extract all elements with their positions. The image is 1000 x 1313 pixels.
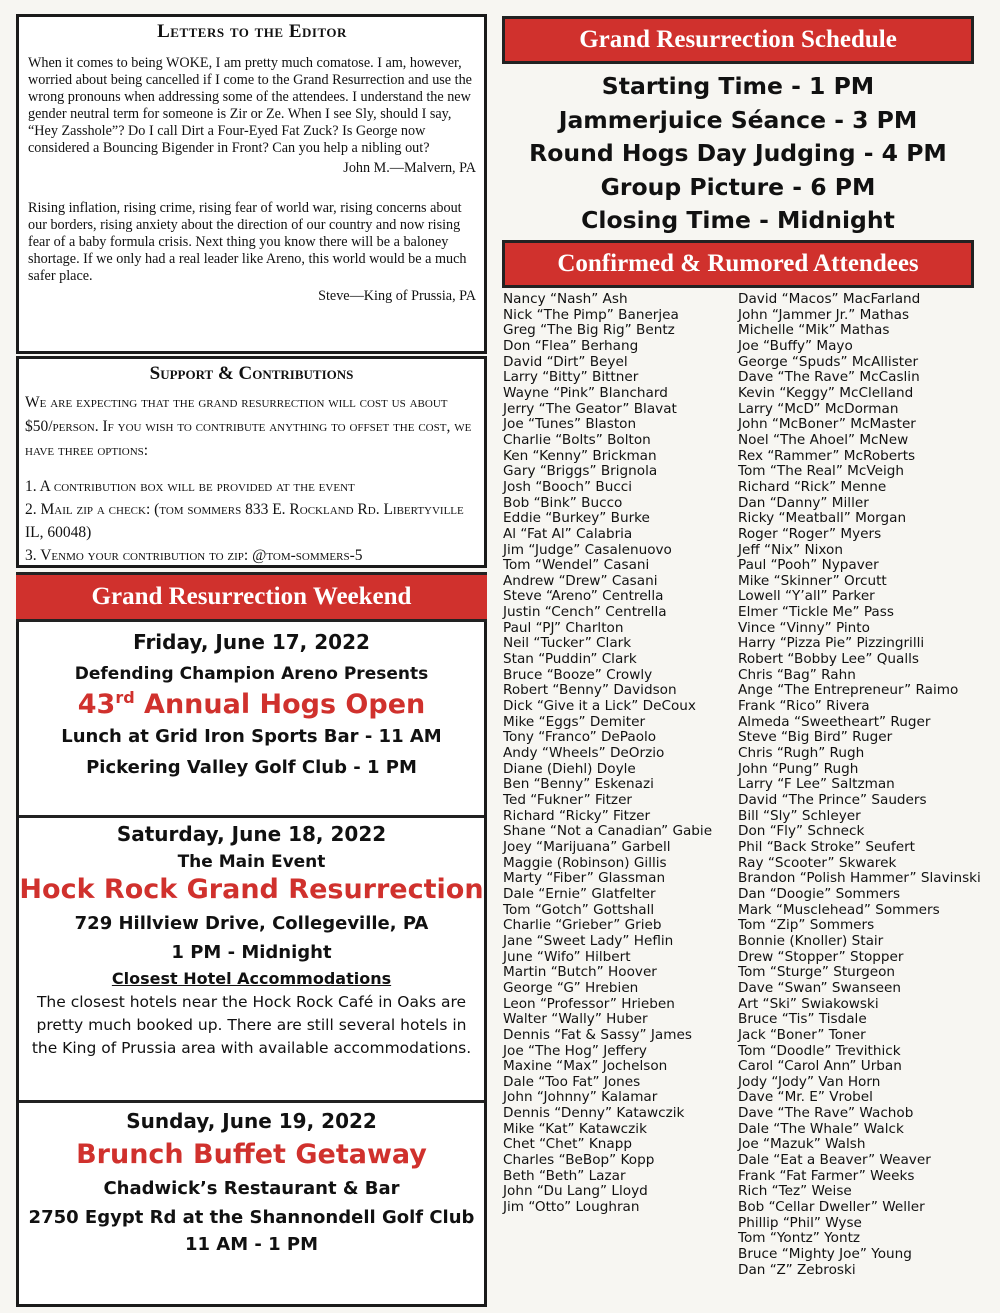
attendee-name: Steve “Areno” Centrella xyxy=(503,588,664,605)
attendee-name: Josh “Booch” Bucci xyxy=(503,478,633,495)
attendee-name: Mike “Skinner” Orcutt xyxy=(738,572,887,589)
friday-block xyxy=(19,622,484,818)
attendee-name: Marty “Fiber” Glassman xyxy=(503,870,666,887)
hotel-text: The closest hotels near the Hock Rock Café in Oaks are pretty much booked up. There are still several hotels in the King of Prussia area with available accommodations. xyxy=(31,993,472,1057)
friday-presenter: Defending Champion Areno Presents xyxy=(74,664,429,684)
sunday-event-title: Brunch Buffet Getaway xyxy=(76,1139,427,1170)
attendee-name: Chris “Rugh” Rugh xyxy=(738,745,865,762)
attendee-name: Dave “Swan” Swanseen xyxy=(738,979,901,996)
support-title: Support & Contributions xyxy=(149,363,354,384)
attendee-name: Bill “Sly” Schleyer xyxy=(738,807,861,824)
attendee-name: Dave “The Rave” Wachob xyxy=(738,1105,914,1122)
attendee-name: Almeda “Sweetheart” Ruger xyxy=(738,713,931,730)
letters-title: Letters to the Editor xyxy=(157,21,347,42)
attendee-name: Bob “Bink” Bucco xyxy=(503,494,623,511)
attendee-name: Chet “Chet” Knapp xyxy=(503,1136,632,1153)
sunday-block xyxy=(19,1103,484,1255)
attendee-name: Bruce “Tis” Tisdale xyxy=(738,1011,867,1028)
attendee-name: Frank “Rico” Rivera xyxy=(738,698,870,715)
attendee-name: Diane (Diehl) Doyle xyxy=(503,760,636,777)
friday-line-1: Lunch at Grid Iron Sports Bar - 11 AM xyxy=(61,726,442,747)
attendee-name: Dale “The Whale” Walck xyxy=(738,1120,904,1137)
attendee-name: Dick “Give it a Lick” DeCoux xyxy=(503,698,696,715)
attendee-name: Dave “The Rave” McCaslin xyxy=(738,369,920,386)
letter-2-signature: Steve—King of Prussia, PA xyxy=(318,288,476,304)
attendee-name: George “Spuds” McAllister xyxy=(738,353,919,370)
friday-date: Friday, June 17, 2022 xyxy=(133,630,370,654)
attendee-name: Joey “Marijuana” Garbell xyxy=(503,838,671,855)
attendee-name: Larry “Bitty” Bittner xyxy=(503,369,639,386)
attendee-name: Dale “Eat a Beaver” Weaver xyxy=(738,1152,931,1169)
attendee-name: Tom “Zip” Sommers xyxy=(738,917,875,934)
attendee-name: John “McBoner” McMaster xyxy=(738,416,916,433)
saturday-time: 1 PM - Midnight xyxy=(171,942,332,963)
attendee-name: Wayne “Pink” Blanchard xyxy=(503,384,668,401)
attendee-name: Nancy “Nash” Ash xyxy=(503,291,628,307)
attendee-name: Maggie (Robinson) Gillis xyxy=(503,854,667,871)
schedule-banner: Grand Resurrection Schedule xyxy=(502,16,974,64)
attendee-name: Frank “Fat Farmer” Weeks xyxy=(738,1167,915,1184)
attendee-name: Dan “Danny” Miller xyxy=(738,494,869,511)
sunday-date: Sunday, June 19, 2022 xyxy=(126,1109,377,1133)
support-option-1: 1. A contribution box will be provided at the event xyxy=(25,478,355,495)
letter-1-signature: John M.—Malvern, PA xyxy=(343,160,476,176)
saturday-date: Saturday, June 18, 2022 xyxy=(116,822,387,846)
attendee-name: Dale “Too Fat” Jones xyxy=(503,1073,641,1090)
attendee-name: Greg “The Big Rig” Bentz xyxy=(503,322,675,339)
schedule-item: Round Hogs Day Judging - 4 PM xyxy=(529,139,947,168)
attendee-name: Drew “Stopper” Stopper xyxy=(738,948,904,965)
attendee-name: Nick “The Pimp” Banerjea xyxy=(503,306,679,323)
attendee-name: Joe “Mazuk” Walsh xyxy=(738,1136,866,1153)
attendee-name: Jody “Jody” Van Horn xyxy=(738,1073,881,1090)
attendee-name: Chris “Bag” Rahn xyxy=(738,666,856,683)
attendee-name: Tom “Sturge” Sturgeon xyxy=(738,964,896,981)
attendee-name: June “Wifo” Hilbert xyxy=(503,948,631,965)
attendee-name: David “Macos” MacFarland xyxy=(738,291,921,307)
attendee-name: Joe “Buffy” Mayo xyxy=(738,337,853,354)
attendee-name: Leon “Professor” Hrieben xyxy=(503,995,675,1012)
attendee-name: Bruce “Mighty Joe” Young xyxy=(738,1246,912,1263)
attendee-name: Elmer “Tickle Me” Pass xyxy=(738,604,894,621)
schedule-list xyxy=(502,70,974,238)
hotel-heading: Closest Hotel Accommodations xyxy=(111,969,392,988)
support-body: We are expecting that the grand resurrection will cost us about $50/person. If you wish to contribute anything to offset the cost, we have three options: xyxy=(25,394,472,459)
attendee-name: Dan “Z” Zebroski xyxy=(738,1261,856,1278)
attendee-name: Ange “The Entrepreneur” Raimo xyxy=(738,682,959,699)
attendee-name: Jane “Sweet Lady” Heflin xyxy=(503,932,674,949)
attendee-name: David “Dirt” Beyel xyxy=(503,353,628,370)
attendee-name: Shane “Not a Canadian” Gabie xyxy=(503,823,713,840)
attendee-name: Lowell “Y’all” Parker xyxy=(738,588,875,605)
attendees-column-2 xyxy=(738,292,981,1278)
attendee-name: Neil “Tucker” Clark xyxy=(503,635,632,652)
friday-line-2: Pickering Valley Golf Club - 1 PM xyxy=(86,757,417,778)
attendee-name: Andrew “Drew” Casani xyxy=(503,572,658,589)
attendee-name: John “Jammer Jr.” Mathas xyxy=(738,306,910,323)
weekend-section xyxy=(16,622,487,1307)
attendee-name: Richard “Rick” Menne xyxy=(738,478,887,495)
attendee-name: Bonnie (Knoller) Stair xyxy=(738,932,884,949)
schedule-item: Closing Time - Midnight xyxy=(581,206,895,235)
letter-1-text: When it comes to being WOKE, I am pretty much comatose. I am, however, worried about being cancelled if I come to the Grand Resurrection and use the wrong pronouns when addressing some of the attendees. I understand the new gender neutral term for someone is Zir or Ze. When I see Sly, should I say, “Hey Zasshole”? Do I call Dirt a Four-Eyed Fat Zuck? Is George now considered a Bouncing Bigender in Front? Can you help a nibling out? xyxy=(28,55,472,156)
attendee-name: Tom “Doodle” Trevithick xyxy=(738,1042,901,1059)
attendee-name: Dave “Mr. E” Vrobel xyxy=(738,1089,873,1106)
attendee-name: Don “Flea” Berhang xyxy=(503,337,639,354)
saturday-event-title: Hock Rock Grand Resurrection xyxy=(19,874,484,905)
attendee-name: John “Pung” Rugh xyxy=(738,760,859,777)
attendee-name: Walter “Wally” Huber xyxy=(503,1011,648,1028)
attendee-name: Brandon “Polish Hammer” Slavinski xyxy=(738,870,981,887)
attendee-name: Ken “Kenny” Brickman xyxy=(503,447,657,464)
attendee-name: Ricky “Meatball” Morgan xyxy=(738,510,907,527)
schedule-item: Group Picture - 6 PM xyxy=(600,172,876,201)
attendee-name: John “Du Lang” Lloyd xyxy=(503,1183,648,1200)
attendee-name: Kevin “Keggy” McClelland xyxy=(738,384,914,401)
attendee-name: Paul “PJ” Charlton xyxy=(503,619,624,636)
letter-2-text: Rising inflation, rising crime, rising fear of world war, rising concerns about our borders, rising anxiety about the direction of our country and now rising fear of a baby formula crisis. Next thing you know there will be a baloney shortage. If we only had a real leader like Areno, this world would be a much safer place. xyxy=(28,200,467,284)
weekend-banner: Grand Resurrection Weekend xyxy=(16,572,487,622)
sunday-address: 2750 Egypt Rd at the Shannondell Golf Club xyxy=(28,1207,475,1228)
attendee-name: Michelle “Mik” Mathas xyxy=(738,322,890,339)
saturday-block xyxy=(19,818,484,1103)
attendee-name: Robert “Bobby Lee” Qualls xyxy=(738,651,919,668)
attendee-name: George “G” Hrebien xyxy=(503,979,639,996)
attendee-name: Andy “Wheels” DeOrzio xyxy=(503,745,665,762)
attendee-name: Roger “Roger” Myers xyxy=(738,525,882,542)
attendee-name: Phil “Back Stroke” Seufert xyxy=(738,838,915,855)
attendee-name: David “The Prince” Sauders xyxy=(738,792,927,808)
attendee-name: Tom “Gotch” Gottshall xyxy=(503,901,655,918)
attendee-name: Eddie “Burkey” Burke xyxy=(503,510,650,527)
attendee-name: Rich “Tez” Weise xyxy=(738,1183,852,1200)
attendee-name: Stan “Puddin” Clark xyxy=(503,651,637,668)
attendee-name: Dan “Doogie” Sommers xyxy=(738,885,901,902)
attendee-name: Ben “Benny” Eskenazi xyxy=(503,776,654,793)
attendee-name: Martin “Butch” Hoover xyxy=(503,964,657,981)
saturday-subtitle: The Main Event xyxy=(177,852,326,872)
attendee-name: Jeff “Nix” Nixon xyxy=(738,541,843,558)
attendee-name: Charlie “Bolts” Bolton xyxy=(503,431,651,448)
attendee-name: Al “Fat Al” Calabria xyxy=(503,525,633,542)
attendee-name: Tony “Franco” DePaolo xyxy=(503,729,657,746)
attendee-name: Gary “Briggs” Brignola xyxy=(503,463,658,480)
attendee-name: Harry “Pizza Pie” Pizzingrilli xyxy=(738,635,925,652)
attendee-name: Paul “Pooh” Nypaver xyxy=(738,557,879,574)
attendee-name: Phillip “Phil” Wyse xyxy=(738,1214,862,1231)
attendee-name: Jim “Judge” Casalenuovo xyxy=(503,541,672,558)
letters-to-editor-section xyxy=(16,14,487,354)
attendee-name: Mike “Eggs” Demiter xyxy=(503,713,646,730)
support-option-3: 3. Venmo your contribution to zip: @tom-sommers-5 xyxy=(25,547,363,564)
sunday-time: 11 AM - 1 PM xyxy=(184,1234,319,1255)
attendee-name: Bruce “Booze” Crowly xyxy=(503,666,653,683)
attendee-name: Mike “Kat” Katawczik xyxy=(503,1120,647,1137)
attendee-name: Tom “The Real” McVeigh xyxy=(738,463,905,480)
attendee-name: Larry “F Lee” Saltzman xyxy=(738,776,895,793)
attendee-name: Richard “Ricky” Fitzer xyxy=(503,807,651,824)
attendee-name: Jerry “The Geator” Blavat xyxy=(503,400,677,417)
attendee-name: Bob “Cellar Dweller” Weller xyxy=(738,1199,925,1216)
attendee-name: Joe “Tunes” Blaston xyxy=(503,416,637,433)
attendee-name: Ray “Scooter” Skwarek xyxy=(738,854,897,871)
attendee-name: Carol “Carol Ann” Urban xyxy=(738,1058,902,1075)
attendee-name: Vince “Vinny” Pinto xyxy=(738,619,870,636)
sunday-venue: Chadwick’s Restaurant & Bar xyxy=(103,1178,400,1199)
attendee-name: Charlie “Grieber” Grieb xyxy=(503,917,662,934)
support-option-2: 2. Mail zip a check: (tom sommers 833 E. Rockland Rd. Libertyville IL, 60048) xyxy=(25,501,464,541)
attendee-name: Ted “Fukner” Fitzer xyxy=(503,792,633,808)
attendees-column-1 xyxy=(503,292,712,1216)
attendee-name: Dale “Ernie” Glatfelter xyxy=(503,885,656,902)
attendee-name: Rex “Rammer” McRoberts xyxy=(738,447,916,464)
saturday-address: 729 Hillview Drive, Collegeville, PA xyxy=(74,913,429,934)
attendee-name: Charles “BeBop” Kopp xyxy=(503,1152,655,1169)
attendee-name: Dennis “Denny” Katawczik xyxy=(503,1105,685,1122)
attendee-name: Dennis “Fat & Sassy” James xyxy=(503,1026,692,1043)
support-contributions-section xyxy=(16,356,487,568)
attendee-name: Tom “Wendel” Casani xyxy=(503,557,650,574)
attendee-name: Steve “Big Bird” Ruger xyxy=(738,729,893,746)
attendee-name: Jack “Boner” Toner xyxy=(738,1026,866,1043)
friday-event-title: 43rd Annual Hogs Open xyxy=(77,688,426,720)
attendee-name: Tom “Yontz” Yontz xyxy=(738,1230,861,1247)
attendee-name: Larry “McD” McDorman xyxy=(738,400,899,417)
attendee-name: Noel “The Ahoel” McNew xyxy=(738,431,909,448)
attendees-banner: Confirmed & Rumored Attendees xyxy=(502,240,974,288)
attendee-name: Justin “Cench” Centrella xyxy=(503,604,667,621)
attendee-name: Beth “Beth” Lazar xyxy=(503,1167,626,1184)
attendee-name: John “Johnny” Kalamar xyxy=(503,1089,658,1106)
attendee-name: Jim “Otto” Loughran xyxy=(503,1199,640,1216)
attendee-name: Robert “Benny” Davidson xyxy=(503,682,677,699)
attendee-name: Joe “The Hog” Jeffery xyxy=(503,1042,647,1059)
attendee-name: Art “Ski” Swiakowski xyxy=(738,995,879,1012)
attendee-name: Don “Fly” Schneck xyxy=(738,823,865,840)
attendee-name: Maxine “Max” Jochelson xyxy=(503,1058,668,1075)
schedule-item: Starting Time - 1 PM xyxy=(601,72,875,100)
attendee-name: Mark “Musclehead” Sommers xyxy=(738,901,940,918)
schedule-item: Jammerjuice Séance - 3 PM xyxy=(558,105,918,134)
